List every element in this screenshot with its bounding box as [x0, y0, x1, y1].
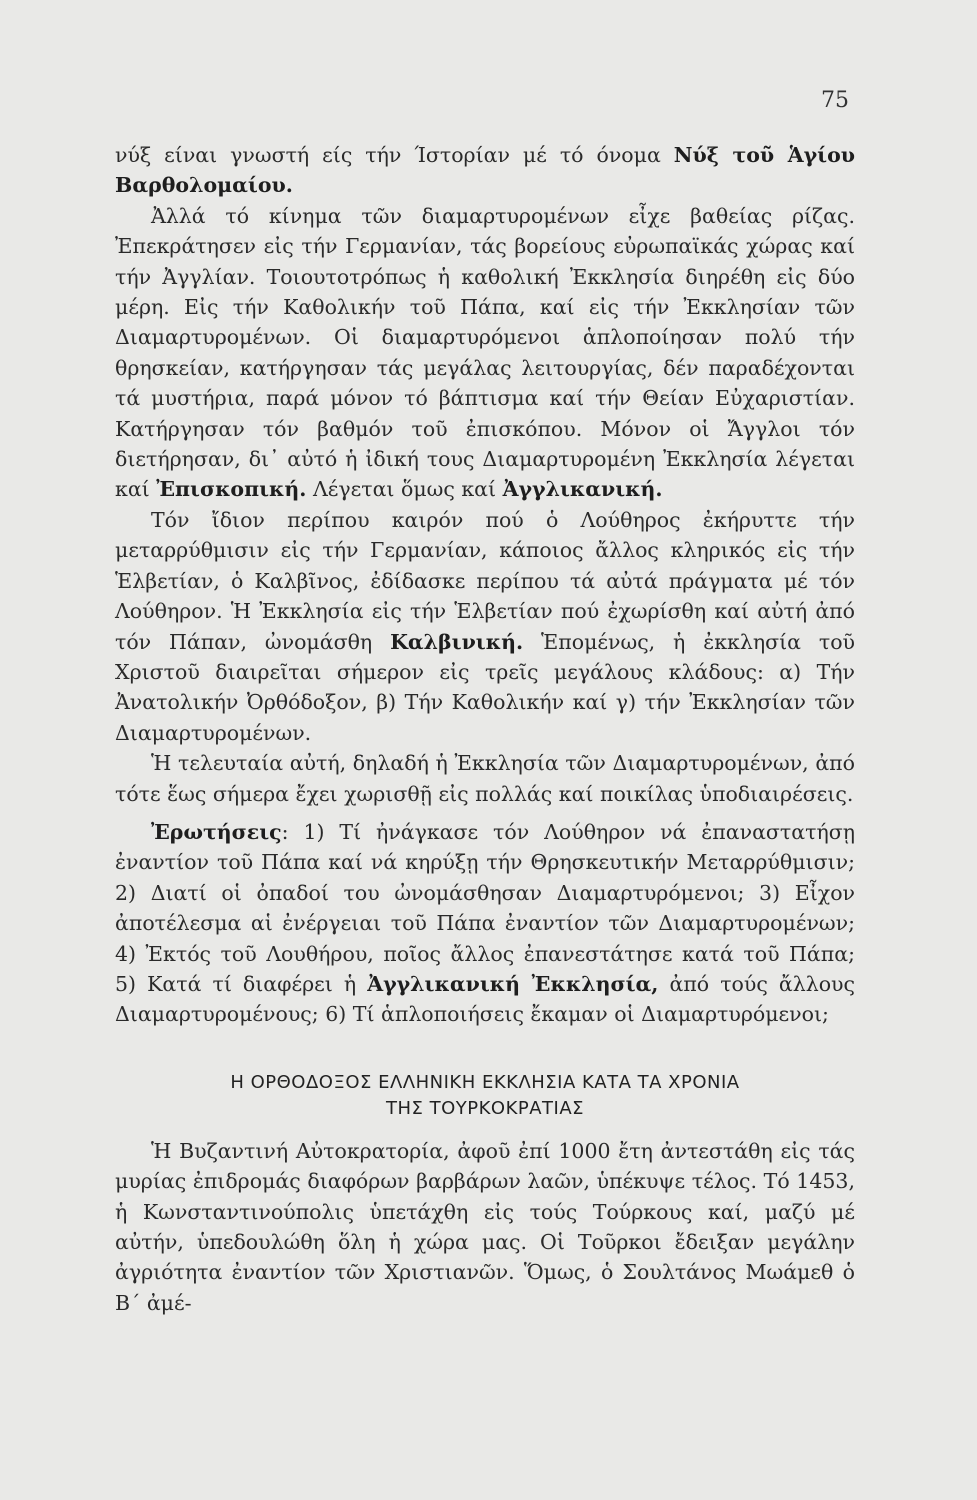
section-title-line-2: ΤΗΣ ΤΟΥΡΚΟΚΡΑΤΙΑΣ [385, 1097, 585, 1119]
paragraph-2 [115, 201, 855, 505]
page-number: 75 [821, 88, 849, 113]
paragraph-3-bold: Καλβινική. [390, 629, 524, 654]
paragraph-3-text: Τόν ἴδιον περίπου καιρόν πού ὁ Λούθηρος ἐκήρυττε τήν μεταρρύθμισιν εἰς τήν Γερμανίαν, κάποιος ἄλλος κληρικός εἰς τήν Ἑλβετίαν, ὁ Καλβῖνος, ἐδίδασκε περίπου τά αὐτά πράγματα μέ τόν Λούθηρον. Ἡ Ἐκκλησία εἰς τήν Ἑλβετίαν πού ἐχωρίσθη καί αὐτή ἀπό τόν Πάπαν, ὠνομάσθη [115, 507, 855, 654]
questions-text-1: : 1) Τί ἠνάγκασε τόν Λούθηρον νά ἐπαναστατήσῃ ἐναντίον τοῦ Πάπα καί νά κηρύξῃ τήν Θρησκευτικήν Μεταρρύθμισιν; 2) Διατί οἱ ὀπαδοί του ὠνομάσθησαν Διαμαρτυρόμενοι; 3) Εἶχον ἀποτέλεσμα αἱ ἐνέργειαι τοῦ Πάπα ἐναντίον τῶν Διαμαρτυρομένων; 4) Ἐκτός τοῦ Λουθήρου, ποῖος ἄλλος ἐπανεστάτησε κατά τοῦ Πάπα; 5) Κατά τί διαφέρει ἡ [115, 819, 855, 996]
questions-bold: Ἀγγλικανική Ἐκκλησία, [367, 971, 659, 996]
paragraph-1 [115, 140, 855, 201]
paragraph-2-bold: Ἐπισκοπική. [156, 477, 307, 502]
paragraph-2-bold-2: Ἀγγλικανική. [502, 477, 663, 502]
main-text [115, 140, 855, 809]
paragraph-3 [115, 505, 855, 748]
section-title [115, 1070, 855, 1122]
paragraph-1-text: νύξ είναι γνωστή είς τήν Ίστορίαν μέ τό όνομα [115, 143, 674, 167]
paragraph-1-bold: Νύξ τοῦ Ἁγίου Βαρθολομαίου. [115, 143, 855, 198]
paragraph-3-tail: Ἑπομένως, ἡ ἐκκλησία τοῦ Χριστοῦ διαιρεῖται σήμερον εἰς τρεῖς μεγάλους κλάδους: α) Τήν Ἀνατολικήν Ὀρθόδοξον, β) Τήν Καθολικήν καί γ) τήν Ἐκκλησίαν τῶν Διαμαρτυρομένων. [115, 629, 856, 745]
paragraph-2-text: Ἀλλά τό κίνημα τῶν διαμαρτυρομένων εἶχε βαθείας ρίζας. Ἐπεκράτησεν εἰς τήν Γερμανίαν, τάς βορείους εὐρωπαϊκάς χώρας καί τήν Ἀγγλίαν. Τοιουτοτρόπως ἡ καθολική Ἐκκλησία διηρέθη εἰς δύο μέρη. Εἰς τήν Καθολικήν τοῦ Πάπα, καί εἰς τήν Ἐκκλησίαν τῶν Διαμαρτυρομένων. Οἱ διαμαρτυρόμενοι ἁπλοποίησαν πολύ τήν θρησκείαν, κατήργησαν τάς μεγάλας λειτουργίας, δέν παραδέχονται τά μυστήρια, παρά μόνον τό βάπτισμα καί τήν Θείαν Εὐχαριστίαν. Κατήργησαν τόν βαθμόν τοῦ ἐπισκόπου. Μόνον οἱ Ἄγγλοι τόν διετήρησαν, δι᾽ αὐτό ἡ ἰδική τους Διαμαρτυρομένη Ἐκκλησία λέγεται καί [115, 203, 855, 502]
questions-label: Ἐρωτήσεις [151, 819, 282, 844]
section-body: Ἡ Βυζαντινή Αὐτοκρατορία, ἀφοῦ ἐπί 1000 ἔτη ἀντεστάθη εἰς τάς μυρίας ἐπιδρομάς διαφόρων βαρβάρων λαῶν, ὑπέκυψε τέλος. Τό 1453, ἡ Κωνσταντινούπολις ὑπετάχθη εἰς τούς Τούρκους καί, μαζύ μέ αὐτήν, ὑπεδουλώθη ὅλη ἡ χώρα μας. Οἱ Τοῦρκοι ἔδειξαν μεγάλην ἀγριότητα ἐναντίον τῶν Χριστιανῶν. Ὅμως, ὁ Σουλτάνος Μωάμεθ ὁ Β΄ ἀμέ- [115, 1138, 855, 1315]
questions-block [115, 817, 855, 1030]
section-title-line-1: Η ΟΡΘΟΔΟΞΟΣ ΕΛΛΗΝΙΚΗ ΕΚΚΛΗΣΙΑ ΚΑΤΑ ΤΑ ΧΡΟΝΙΑ [230, 1071, 740, 1093]
paragraph-4: Ἡ τελευταία αὐτή, δηλαδή ἡ Ἐκκλησία τῶν Διαμαρτυρομένων, ἀπό τότε ἕως σήμερα ἔχει χωρισθῇ εἰς πολλάς καί ποικίλας ὑποδιαιρέσεις. [115, 751, 855, 806]
questions-text-2: ἀπό τούς ἄλλους Διαμαρτυρομένους; 6) Τί ἁπλοποιήσεις ἔκαμαν οἱ Διαμαρτυρόμενοι; [115, 971, 855, 1027]
paragraph-2-tail: Λέγεται ὅμως καί [306, 477, 503, 502]
